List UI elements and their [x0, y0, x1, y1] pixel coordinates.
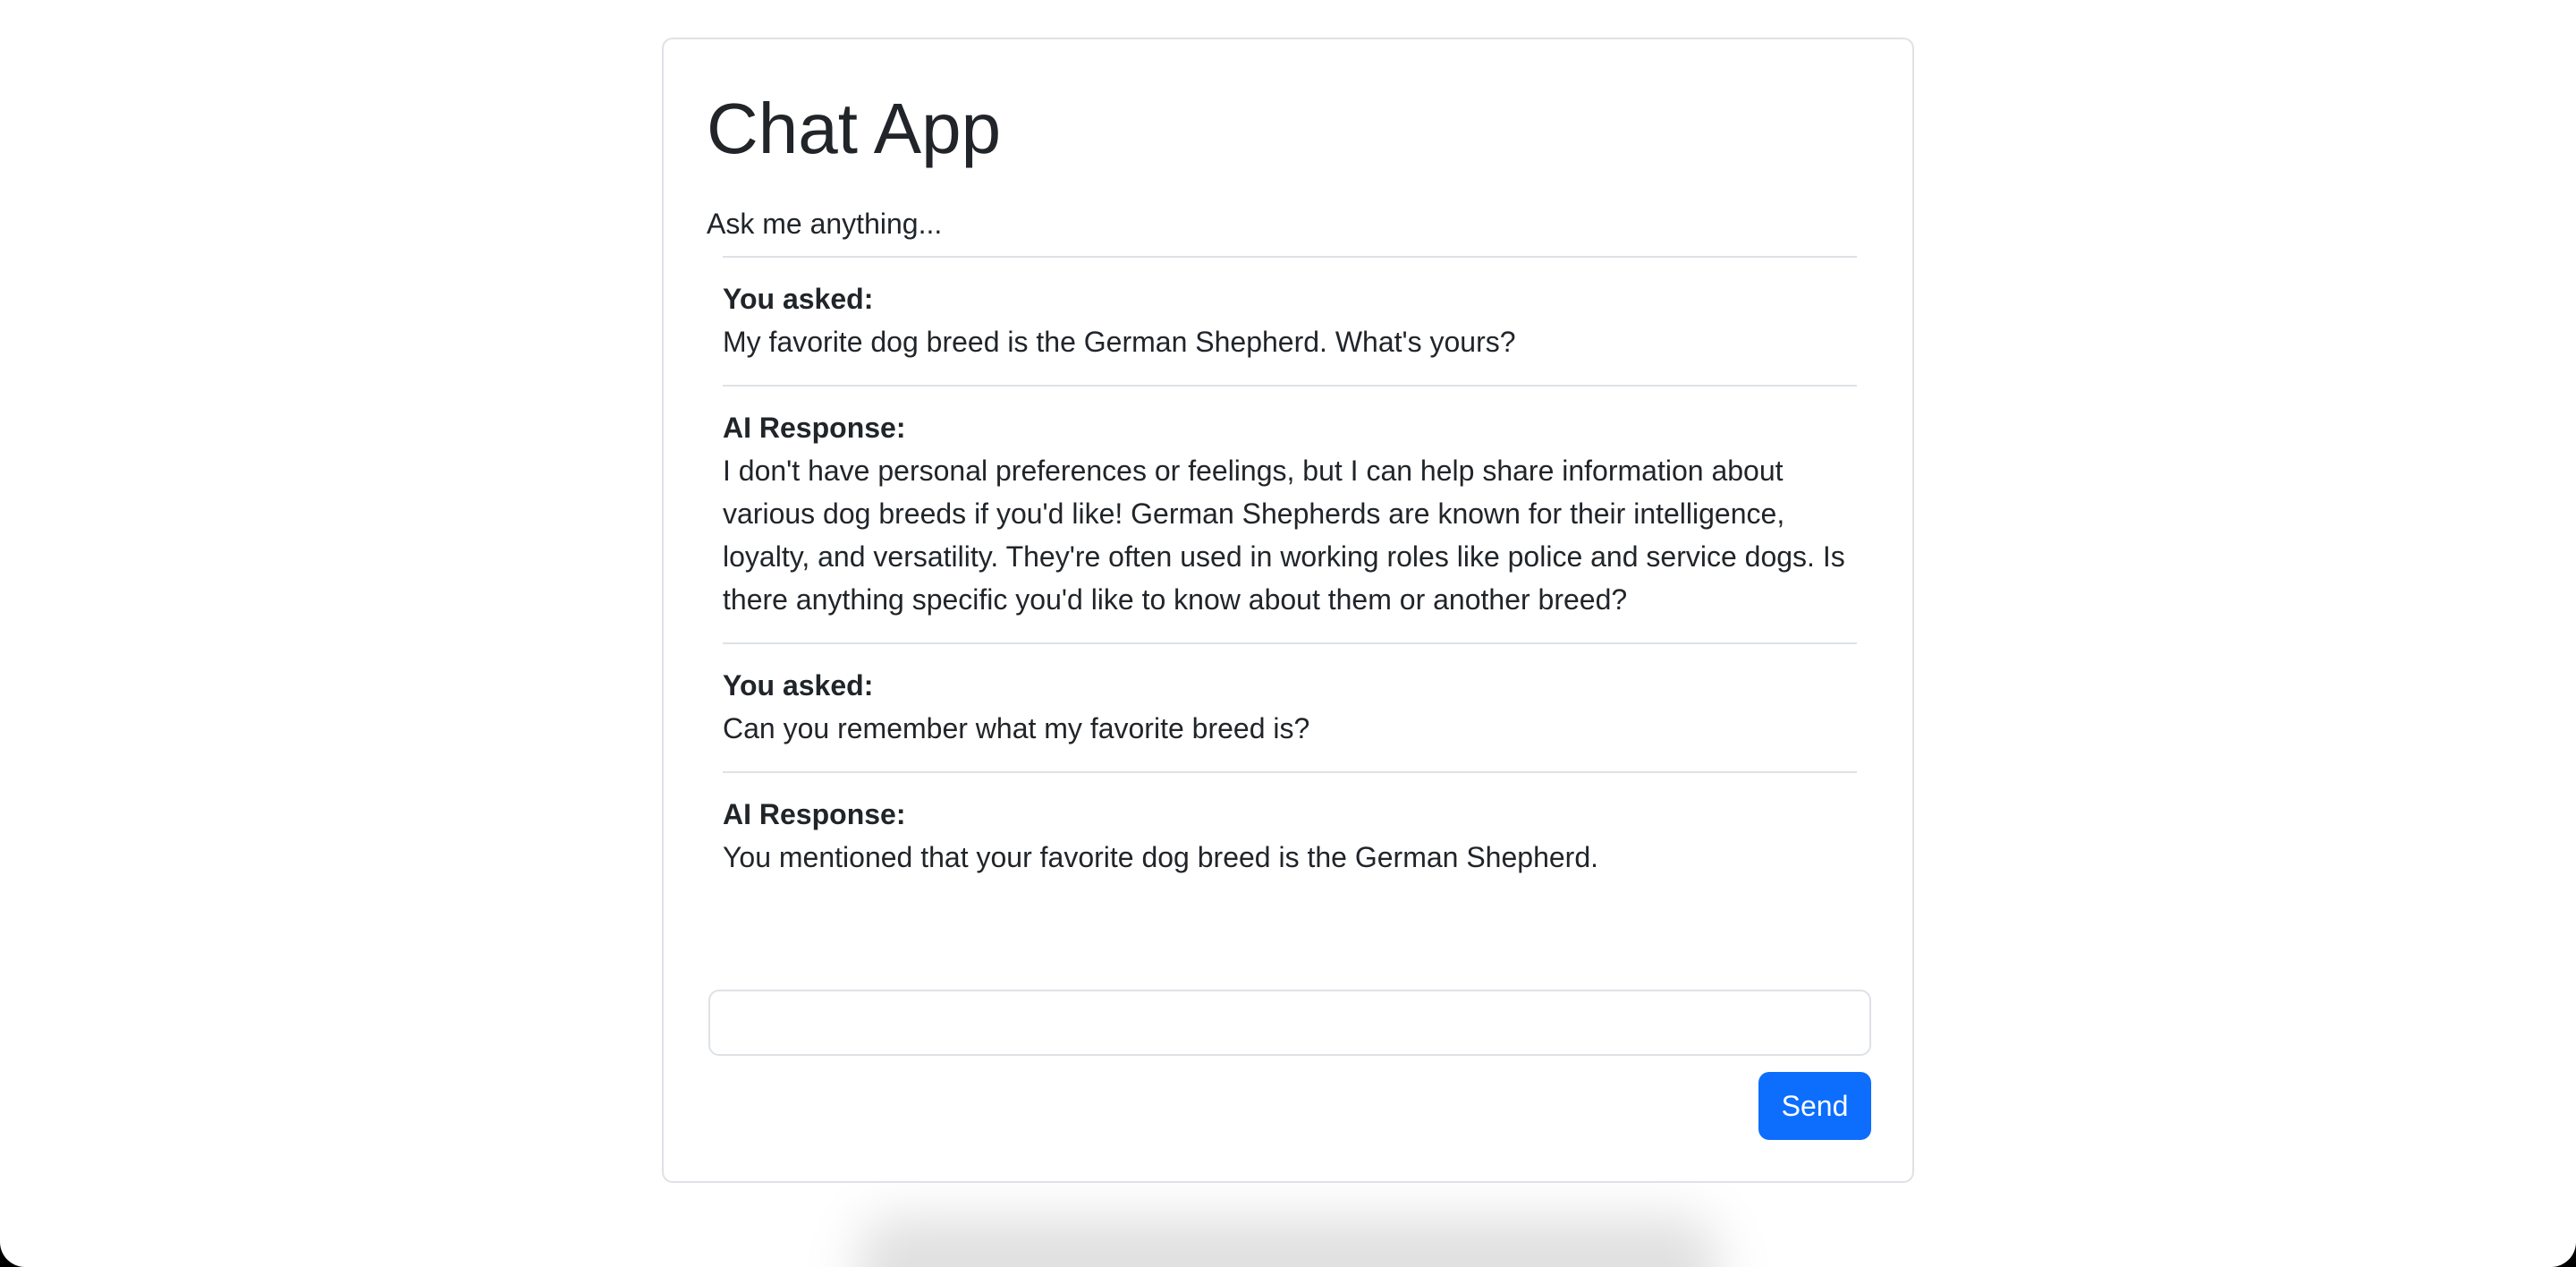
page-subtitle: Ask me anything...: [707, 208, 943, 240]
chat-card: [662, 38, 1914, 1183]
message-text: I don't have personal preferences or feelings, but I can help share information about various dog breeds if you'd like! German Shepherds are known for their intelligence, loyalty, and versatility. They're often used in working roles like police and service dogs. Is there anything specific you'd like to know about them or another breed?: [723, 455, 1845, 616]
message-label: AI Response:: [723, 412, 906, 444]
message-input[interactable]: [708, 990, 1871, 1056]
send-button[interactable]: Send: [1758, 1072, 1871, 1140]
message-label: You asked:: [723, 283, 874, 315]
message-text: You mentioned that your favorite dog breed is the German Shepherd.: [723, 841, 1598, 873]
page-title: Chat App: [707, 89, 1002, 168]
list-item: [723, 771, 1857, 900]
window-shadow: [859, 1217, 1717, 1267]
message-label: You asked:: [723, 669, 874, 702]
list-item: [723, 256, 1857, 385]
message-label: AI Response:: [723, 798, 906, 830]
message-list: [723, 256, 1857, 900]
list-item: [723, 642, 1857, 771]
message-text: My favorite dog breed is the German Shepherd. What's yours?: [723, 326, 1516, 358]
message-text: Can you remember what my favorite breed is?: [723, 712, 1310, 744]
list-item: [723, 385, 1857, 642]
